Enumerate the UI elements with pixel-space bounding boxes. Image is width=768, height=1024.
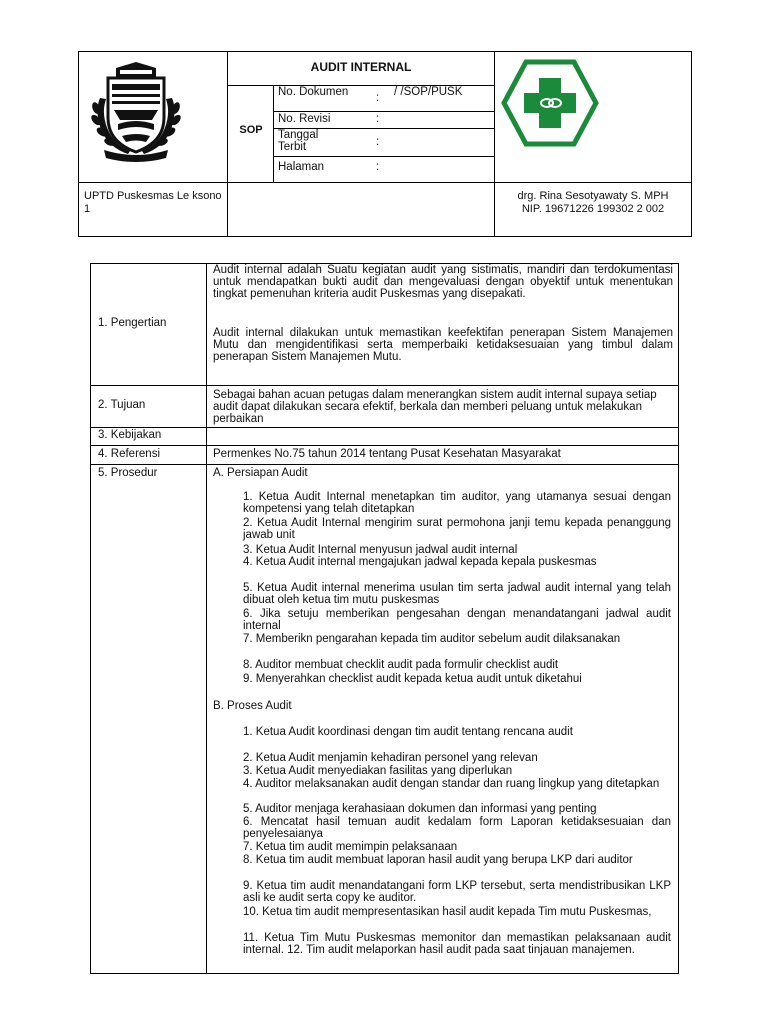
prosedur-b-heading: B. Proses Audit <box>213 700 292 712</box>
section-label-prosedur: 5. Prosedur <box>98 467 158 479</box>
pengertian-paragraph-2: Audit internal dilakukan untuk memastikan keefektifan penerapan Sistem Manajemen Mutu dan mengidentifikasi serta memperbaiki ketidaksesuaian yang timbul dalam penerapan Sistem Manajemen Mutu. <box>213 327 673 363</box>
colon: : <box>376 92 380 104</box>
list-item: 9. Menyerahkan checklist audit kepada ketua audit untuk diketahui <box>243 673 582 685</box>
section-label-kebijakan: 3. Kebijakan <box>98 429 162 441</box>
divider <box>78 182 692 183</box>
divider <box>206 263 207 974</box>
section-label-pengertian: 1. Pengertian <box>98 317 167 329</box>
list-item: 2. Ketua Audit Internal mengirim surat permohona janji temu kepada penanggung jawab unit <box>243 517 671 541</box>
divider <box>90 445 679 446</box>
divider <box>90 385 679 386</box>
signer-block <box>498 190 688 216</box>
no-dokumen-label: No. Dokumen <box>278 86 349 98</box>
divider <box>227 51 228 237</box>
list-item: 10. Ketua tim audit mempresentasikan hasil audit kepada Tim mutu Puskesmas, <box>243 906 652 918</box>
section-label-tujuan: 2. Tujuan <box>98 399 146 411</box>
colon: : <box>376 161 380 173</box>
halaman-label: Halaman <box>278 161 325 173</box>
divider <box>494 51 495 237</box>
no-revisi-label: No. Revisi <box>278 113 331 125</box>
section-label-referensi: 4. Referensi <box>98 448 161 460</box>
divider <box>90 427 679 428</box>
document-title: AUDIT INTERNAL <box>310 60 412 74</box>
no-dokumen-value: / /SOP/PUSK <box>394 86 463 98</box>
list-item: 2. Ketua Audit menjamin kehadiran personel yang relevan <box>243 752 538 764</box>
list-item: 8. Auditor membuat checklit audit pada formulir checklist audit <box>243 659 559 671</box>
divider <box>90 464 679 465</box>
list-item: 11. Ketua Tim Mutu Puskesmas memonitor dan memastikan pelaksanaan audit internal. 12. Tim audit melaporkan hasil audit pada saat tinjauan manajemen. <box>243 932 671 956</box>
puskesmas-logo-icon <box>500 58 600 148</box>
prosedur-a-heading: A. Persiapan Audit <box>213 467 308 479</box>
tujuan-text: Sebagai bahan acuan petugas dalam menerangkan sistem audit internal supaya setiap audit dapat dilakukan secara efektif, berkala dan memberi peluang untuk melakukan perbaikan <box>213 389 657 425</box>
list-item: 5. Ketua Audit internal menerima usulan tim serta jadwal audit internal yang telah dibuat oleh ketua tim mutu puskesmas <box>243 582 671 606</box>
divider <box>273 111 494 112</box>
signer-nip: NIP. 19671226 199302 2 002 <box>521 203 665 215</box>
list-item: 7. Memberikn pengarahan kepada tim auditor sebelum audit dilaksanakan <box>243 633 621 645</box>
institution-name: UPTD Puskesmas Le ksono 1 <box>84 190 222 215</box>
list-item: 3. Ketua Audit Internal menyusun jadwal audit internal <box>243 544 518 556</box>
pengertian-paragraph-1: Audit internal adalah Suatu kegiatan audit yang sistimatis, mandiri dan terdokumentasi untuk mendapatkan bukti audit dan mengevaluasi dengan obyektif untuk menentukan tingkat pemenuhan kriteria audit Puskesmas yang disepakati. <box>213 264 673 300</box>
colon: : <box>376 113 380 125</box>
list-item: 9. Ketua tim audit menandatangani form LKP tersebut, serta mendistribusikan LKP asli ke audit serta copy ke auditor. <box>243 880 671 904</box>
list-item: 4. Auditor melaksanakan audit dengan standar dan ruang lingkup yang ditetapkan <box>243 778 660 790</box>
regency-emblem-icon <box>86 58 186 166</box>
list-item: 7. Ketua tim audit memimpin pelaksanaan <box>243 841 458 853</box>
list-item: 8. Ketua tim audit membuat laporan hasil audit yang berupa LKP dari auditor <box>243 854 633 866</box>
signer-name: drg. Rina Sesotyawaty S. MPH <box>517 190 669 202</box>
list-item: 4. Ketua Audit internal mengajukan jadwal kepada kepala puskesmas <box>243 556 597 568</box>
list-item: 3. Ketua Audit menyediakan fasilitas yang diperlukan <box>243 765 513 777</box>
list-item: 5. Auditor menjaga kerahasiaan dokumen dan informasi yang penting <box>243 803 597 815</box>
colon: : <box>376 136 380 148</box>
divider <box>273 156 494 157</box>
tanggal-terbit-label: Tanggal Terbit <box>278 129 319 153</box>
sop-label: SOP <box>239 124 263 136</box>
list-item: 1. Ketua Audit koordinasi dengan tim audit tentang rencana audit <box>243 726 573 738</box>
referensi-text: Permenkes No.75 tahun 2014 tentang Pusat Kesehatan Masyarakat <box>213 448 561 460</box>
list-item: 6. Jika setuju memberikan pengesahan dengan menandatangani jadwal audit internal <box>243 608 671 632</box>
list-item: 1. Ketua Audit Internal menetapkan tim auditor, yang utamanya sesuai dengan kompetensi yang telah ditetapkan <box>243 491 671 515</box>
list-item: 6. Mencatat hasil temuan audit kedalam form Laporan ketidaksesuaian dan penyelesaianya <box>243 816 671 840</box>
